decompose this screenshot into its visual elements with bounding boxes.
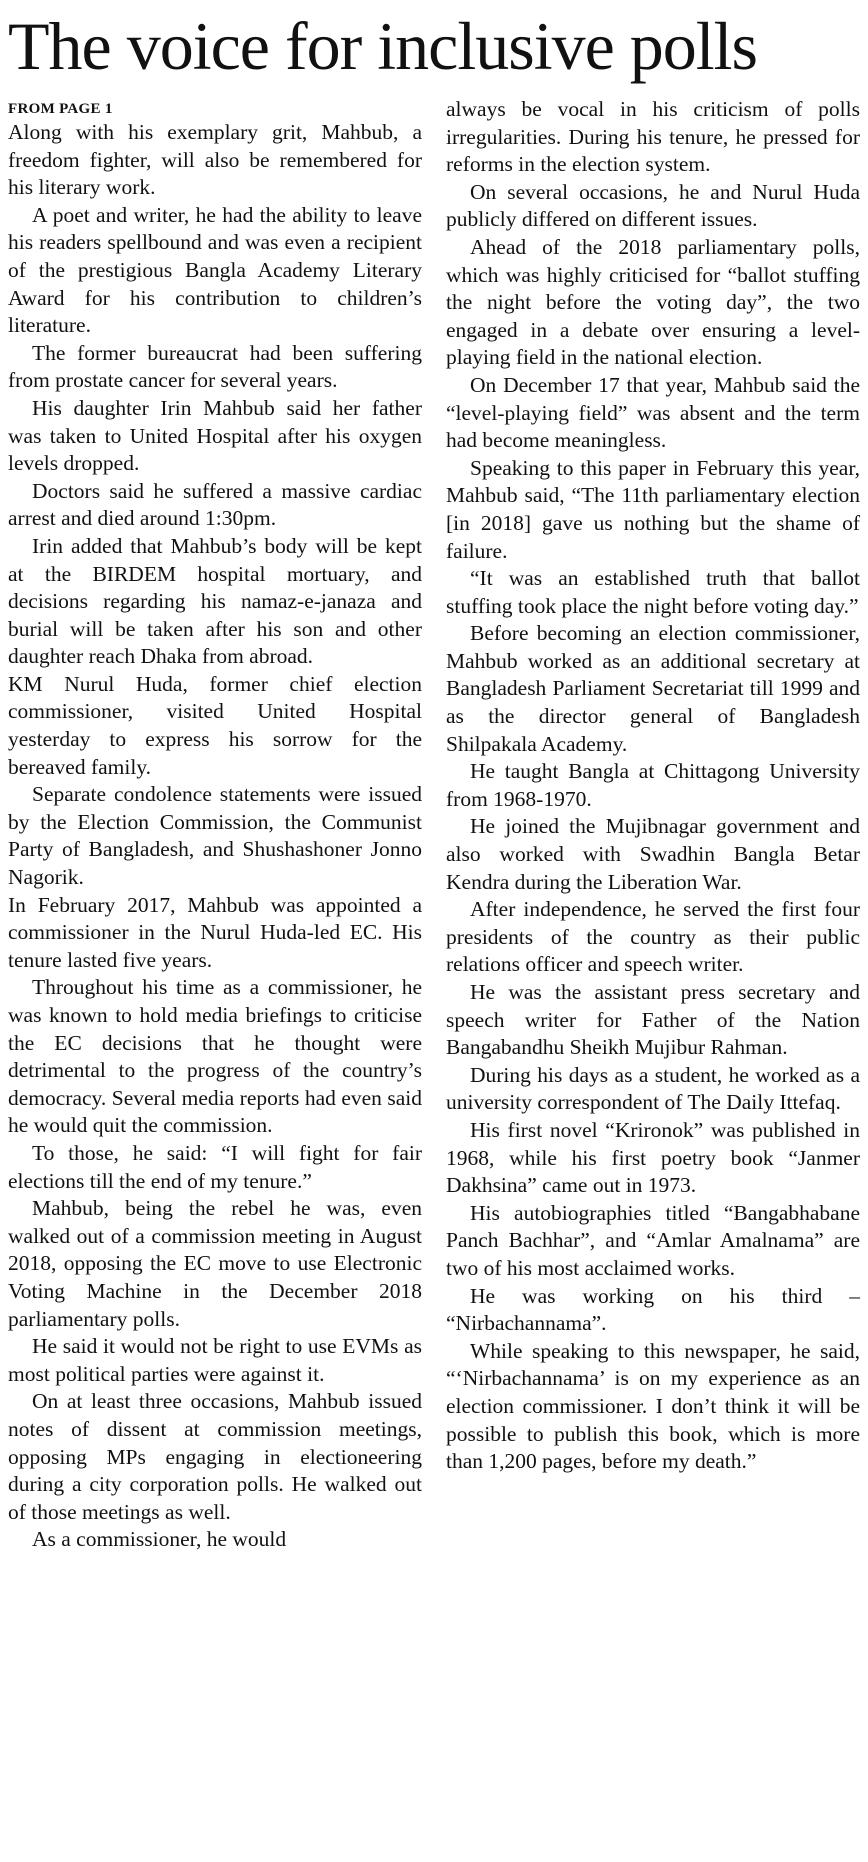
paragraph: Throughout his time as a commissioner, he was known to hold media briefings to criticise the EC decisions that he thought were detrimental to the progress of the country’s democracy. Several media reports had even said he would quit the commission. [8, 975, 422, 1138]
paragraph: On several occasions, he and Nurul Huda publicly differed on different issues. [446, 179, 860, 232]
paragraph: Along with his exemplary grit, Mahbub, a freedom fighter, will also be remembered for his literary work. [8, 120, 422, 200]
paragraph: Speaking to this paper in February this year, Mahbub said, “The 11th parliamentary election [in 2018] gave us nothing but the shame of failure. [446, 455, 860, 563]
paragraph: As a commissioner, he would [32, 1527, 287, 1552]
paragraph: While speaking to this newspaper, he said, “‘Nirbachannama’ is on my experience as an election commissioner. I don’t think it will be possible to publish this book, which is more than 1,200 pages, before my death.” [446, 1338, 860, 1474]
paragraph: In February 2017, Mahbub was appointed a commissioner in the Nurul Huda-led EC. His tenure lasted five years. [8, 892, 422, 972]
paragraph: He was the assistant press secretary and speech writer for Father of the Nation Bangabandhu Sheikh Mujibur Rahman. [446, 980, 860, 1060]
paragraph: Ahead of the 2018 parliamentary polls, which was highly criticised for “ballot stuffing the night before the voting day”, the two engaged in a debate over ensuring a level-playing field in the national election. [446, 234, 860, 370]
paragraph: To those, he said: “I will fight for fair elections till the end of my tenure.” [8, 1140, 422, 1193]
paragraph: His daughter Irin Mahbub said her father was taken to United Hospital after his oxygen levels dropped. [8, 395, 422, 476]
paragraph: The former bureaucrat had been suffering from prostate cancer for several years. [8, 340, 422, 393]
paragraph: Before becoming an election commissioner, Mahbub worked as an additional secretary at Bangladesh Parliament Secretariat till 1999 and as the director general of Bangladesh Shilpakala Academy. [446, 621, 860, 756]
paragraph: Separate condolence statements were issued by the Election Commission, the Communist Party of Bangladesh, and Shushashoner Jonno Nagorik. [8, 782, 422, 890]
paragraph: A poet and writer, he had the ability to leave his readers spellbound and was even a recipient of the prestigious Bangla Academy Literary Award for his contribution to children’s literature. [8, 202, 422, 338]
paragraph: On December 17 that year, Mahbub said the “level-playing field” was absent and the term had become meaningless. [446, 372, 860, 453]
kicker-from-page-1: FROM PAGE 1 [8, 101, 113, 117]
paragraph: Mahbub, being the rebel he was, even walked out of a commission meeting in August 2018, opposing the EC move to use Electronic Voting Machine in the December 2018 parliamentary polls. [8, 1196, 422, 1331]
paragraph: Irin added that Mahbub’s body will be kept at the BIRDEM hospital mortuary, and decisions regarding his namaz-e-janaza and burial will be taken after his son and other daughter reach Dhaka from abroad. [8, 533, 422, 669]
paragraph-continued: always be vocal in his criticism of polls irregularities. During his tenure, he pressed for reforms in the election system. [446, 97, 860, 177]
paragraph: KM Nurul Huda, former chief election commissioner, visited United Hospital yesterday to express his sorrow for the bereaved family. [8, 671, 422, 779]
right-column [446, 96, 860, 1476]
headline: The voice for inclusive polls [8, 8, 758, 84]
paragraph: After independence, he served the first four presidents of the country as their public relations officer and speech writer. [446, 897, 860, 977]
paragraph: He joined the Mujibnagar government and also worked with Swadhin Bangla Betar Kendra during the Liberation War. [446, 814, 860, 894]
paragraph: His autobiographies titled “Bangabhabane Panch Bachhar”, and “Amlar Amalnama” are two of his most acclaimed works. [446, 1200, 860, 1280]
paragraph: He was working on his third – “Nirbachannama”. [446, 1283, 860, 1336]
paragraph: He taught Bangla at Chittagong University from 1968-1970. [446, 759, 860, 811]
paragraph: His first novel “Krironok” was published in 1968, while his first poetry book “Janmer Dakhsina” came out in 1973. [446, 1117, 860, 1198]
left-column [8, 100, 422, 1554]
paragraph: He said it would not be right to use EVMs as most political parties were against it. [8, 1334, 422, 1386]
paragraph: “It was an established truth that ballot stuffing took place the night before voting day.” [446, 566, 860, 618]
paragraph: Doctors said he suffered a massive cardiac arrest and died around 1:30pm. [8, 478, 422, 531]
paragraph: On at least three occasions, Mahbub issued notes of dissent at commission meetings, opposing MPs engaging in electioneering during a city corporation polls. He walked out of those meetings as well. [8, 1389, 422, 1524]
paragraph: During his days as a student, he worked as a university correspondent of The Daily Ittefaq. [446, 1062, 860, 1115]
